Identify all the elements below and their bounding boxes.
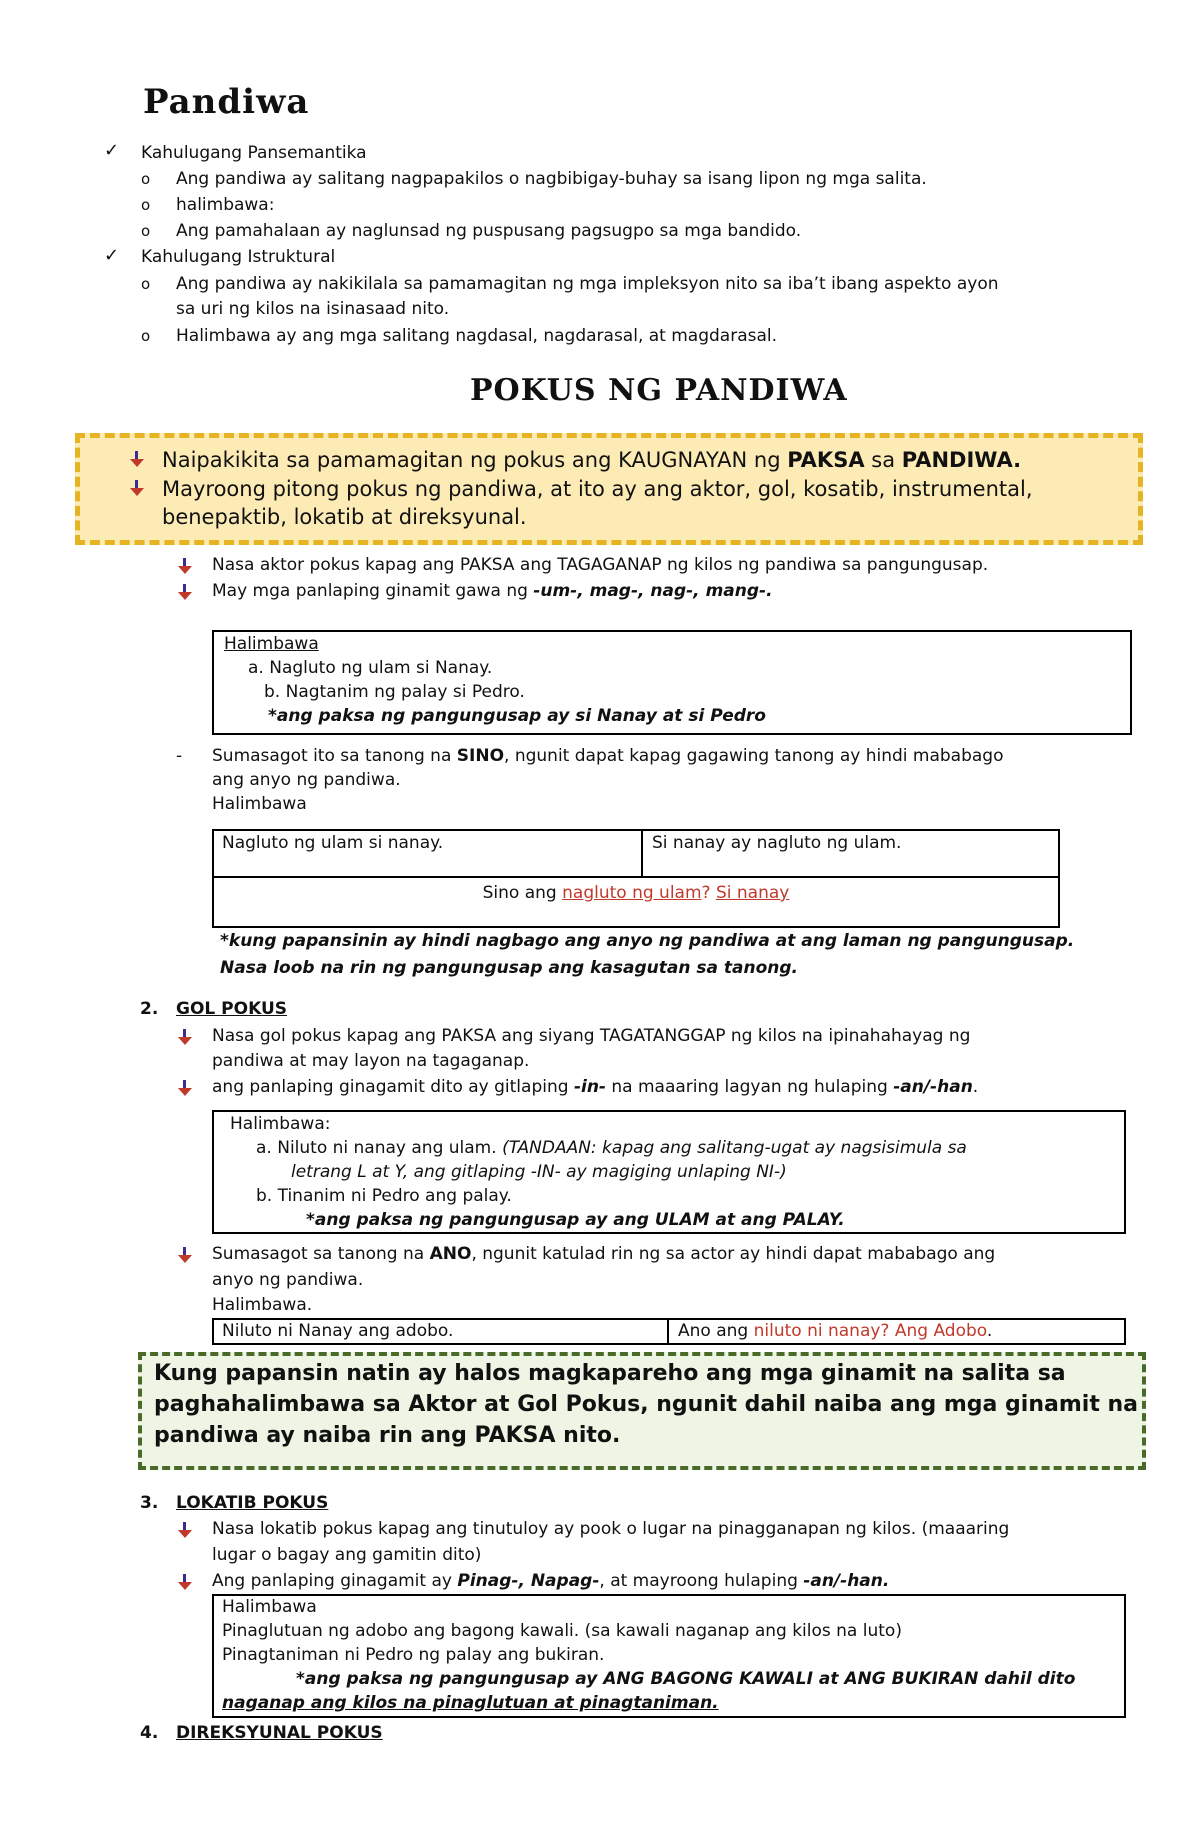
callout-line: Mayroong pitong pokus ng pandiwa, at ito ay ang aktor, gol, kosatib, instrumental, [162, 477, 1033, 501]
arrow-bullet-icon [176, 1521, 194, 1543]
sem-item: Ang pandiwa ay salitang nagpapakilos o nagbibigay-buhay sa isang lipon ng mga salita. [176, 169, 927, 189]
circle-bullet-icon: o [141, 196, 151, 214]
lokatib-bullet: Nasa lokatib pokus kapag ang tinutuloy ay pook o lugar na pinagganapan ng kilos. (maaaring [212, 1519, 1010, 1539]
note-line: *kung papansinin ay hindi nagbago ang anyo ng pandiwa at ang laman ng pangungusap. [220, 931, 1075, 951]
example-heading: Halimbawa: [230, 1114, 331, 1134]
ist-item-cont: sa uri ng kilos na isinasaad nito. [176, 299, 450, 319]
table-cell: Si nanay ay nagluto ng ulam. [652, 833, 902, 853]
example-line: Pinaglutuan ng adobo ang bagong kawali. (sa kawali naganap ang kilos na luto) [222, 1621, 902, 1641]
table-cell-question: Sino ang nagluto ng ulam? Si nanay [482, 883, 790, 903]
arrow-bullet-icon [128, 450, 146, 472]
gol-heading: GOL POKUS [176, 999, 287, 1019]
arrow-bullet-icon [128, 479, 146, 501]
ano-line: Sumasagot sa tanong na ANO, ngunit katulad rin ng sa actor ay hindi dapat mababago ang [212, 1244, 996, 1264]
check-icon: ✓ [104, 140, 120, 161]
callout-line: Kung papansin natin ay halos magkapareho ang mga ginamit na salita sa [154, 1361, 1066, 1386]
example-heading: Halimbawa [222, 1597, 317, 1617]
circle-bullet-icon: o [141, 275, 151, 293]
ano-line-cont: anyo ng pandiwa. [212, 1270, 364, 1290]
example-note: *ang paksa ng pangungusap ay ANG BAGONG KAWALI at ANG BUKIRAN dahil dito [296, 1669, 1076, 1689]
dash-bullet: - [176, 746, 183, 766]
example-note: *ang paksa ng pangungusap ay ang ULAM at ang PALAY. [306, 1210, 845, 1230]
gol-bullet: ang panlaping ginagamit dito ay gitlaping -in- na maaaring lagyan ng hulaping -an/-han. [212, 1077, 979, 1097]
arrow-bullet-icon [176, 583, 194, 605]
sino-halimbawa: Halimbawa [212, 794, 307, 814]
table-divider [212, 876, 1060, 878]
table-cell: Niluto ni Nanay ang adobo. [222, 1321, 454, 1341]
section-title: POKUS NG PANDIWA [470, 373, 848, 408]
section-number: 3. [140, 1493, 159, 1513]
table-divider [641, 829, 643, 877]
example-heading: Halimbawa [224, 634, 319, 654]
section-number: 2. [140, 999, 159, 1019]
lokatib-bullet: Ang panlaping ginagamit ay Pinag-, Napag-, at mayroong hulaping -an/-han. [212, 1571, 890, 1591]
direksyunal-heading: DIREKSYUNAL POKUS [176, 1723, 383, 1743]
example-line: Pinagtaniman ni Pedro ng palay ang bukiran. [222, 1645, 605, 1665]
example-note: *ang paksa ng pangungusap ay si Nanay at si Pedro [268, 706, 766, 726]
page-title: Pandiwa [143, 82, 310, 122]
lokatib-heading: LOKATIB POKUS [176, 1493, 329, 1513]
table-divider [667, 1318, 669, 1345]
check-icon: ✓ [104, 245, 120, 266]
circle-bullet-icon: o [141, 170, 151, 188]
arrow-bullet-icon [176, 1573, 194, 1595]
table-cell: Ano ang niluto ni nanay? Ang Adobo. [678, 1321, 993, 1341]
arrow-bullet-icon [176, 1079, 194, 1101]
example-line: a. Nagluto ng ulam si Nanay. [248, 658, 493, 678]
callout-line: pandiwa ay naiba rin ang PAKSA nito. [154, 1423, 621, 1448]
sino-line-cont: ang anyo ng pandiwa. [212, 770, 401, 790]
table-cell: Nagluto ng ulam si nanay. [222, 833, 444, 853]
example-line: a. Niluto ni nanay ang ulam. (TANDAAN: kapag ang salitang-ugat ay nagsisimula sa [256, 1138, 967, 1158]
lokatib-bullet-cont: lugar o bagay ang gamitin dito) [212, 1545, 482, 1565]
pansemantika-heading: Kahulugang Pansemantika [141, 143, 367, 163]
ist-item: Halimbawa ay ang mga salitang nagdasal, nagdarasal, at magdarasal. [176, 326, 778, 346]
gol-bullet: Nasa gol pokus kapag ang PAKSA ang siyang TAGATANGGAP ng kilos na ipinahahayag ng [212, 1026, 971, 1046]
sem-item: halimbawa: [176, 195, 275, 215]
callout-line: paghahalimbawa sa Aktor at Gol Pokus, ngunit dahil naiba ang mga ginamit na [154, 1392, 1139, 1417]
ano-halimbawa: Halimbawa. [212, 1295, 313, 1315]
aktor-bullet: May mga panlaping ginamit gawa ng -um-, mag-, nag-, mang-. [212, 581, 773, 601]
aktor-bullet: Nasa aktor pokus kapag ang PAKSA ang TAGAGANAP ng kilos ng pandiwa sa pangungusap. [212, 555, 989, 575]
sem-item: Ang pamahalaan ay naglunsad ng puspusang pagsugpo sa mga bandido. [176, 221, 802, 241]
callout-line: Naipakikita sa pamamagitan ng pokus ang KAUGNAYAN ng PAKSA sa PANDIWA. [162, 448, 1022, 472]
circle-bullet-icon: o [141, 222, 151, 240]
example-line: b. Tinanim ni Pedro ang palay. [256, 1186, 512, 1206]
istruktural-heading: Kahulugang Istruktural [141, 247, 336, 267]
arrow-bullet-icon [176, 1246, 194, 1268]
sino-line: Sumasagot ito sa tanong na SINO, ngunit dapat kapag gagawing tanong ay hindi mababago [212, 746, 1004, 766]
example-line-cont: letrang L at Y, ang gitlaping -IN- ay magiging unlaping NI-) [291, 1162, 787, 1182]
gol-bullet-cont: pandiwa at may layon na tagaganap. [212, 1051, 530, 1071]
example-line: b. Nagtanim ng palay si Pedro. [264, 682, 525, 702]
arrow-bullet-icon [176, 557, 194, 579]
arrow-bullet-icon [176, 1028, 194, 1050]
example-note-cont: naganap ang kilos na pinaglutuan at pinagtaniman. [222, 1693, 719, 1713]
section-number: 4. [140, 1723, 159, 1743]
ist-item: Ang pandiwa ay nakikilala sa pamamagitan ng mga impleksyon nito sa iba’t ibang aspekto ayon [176, 274, 999, 294]
note-line: Nasa loob na rin ng pangungusap ang kasagutan sa tanong. [220, 958, 798, 978]
circle-bullet-icon: o [141, 327, 151, 345]
callout-line-cont: benepaktib, lokatib at direksyunal. [162, 505, 527, 529]
